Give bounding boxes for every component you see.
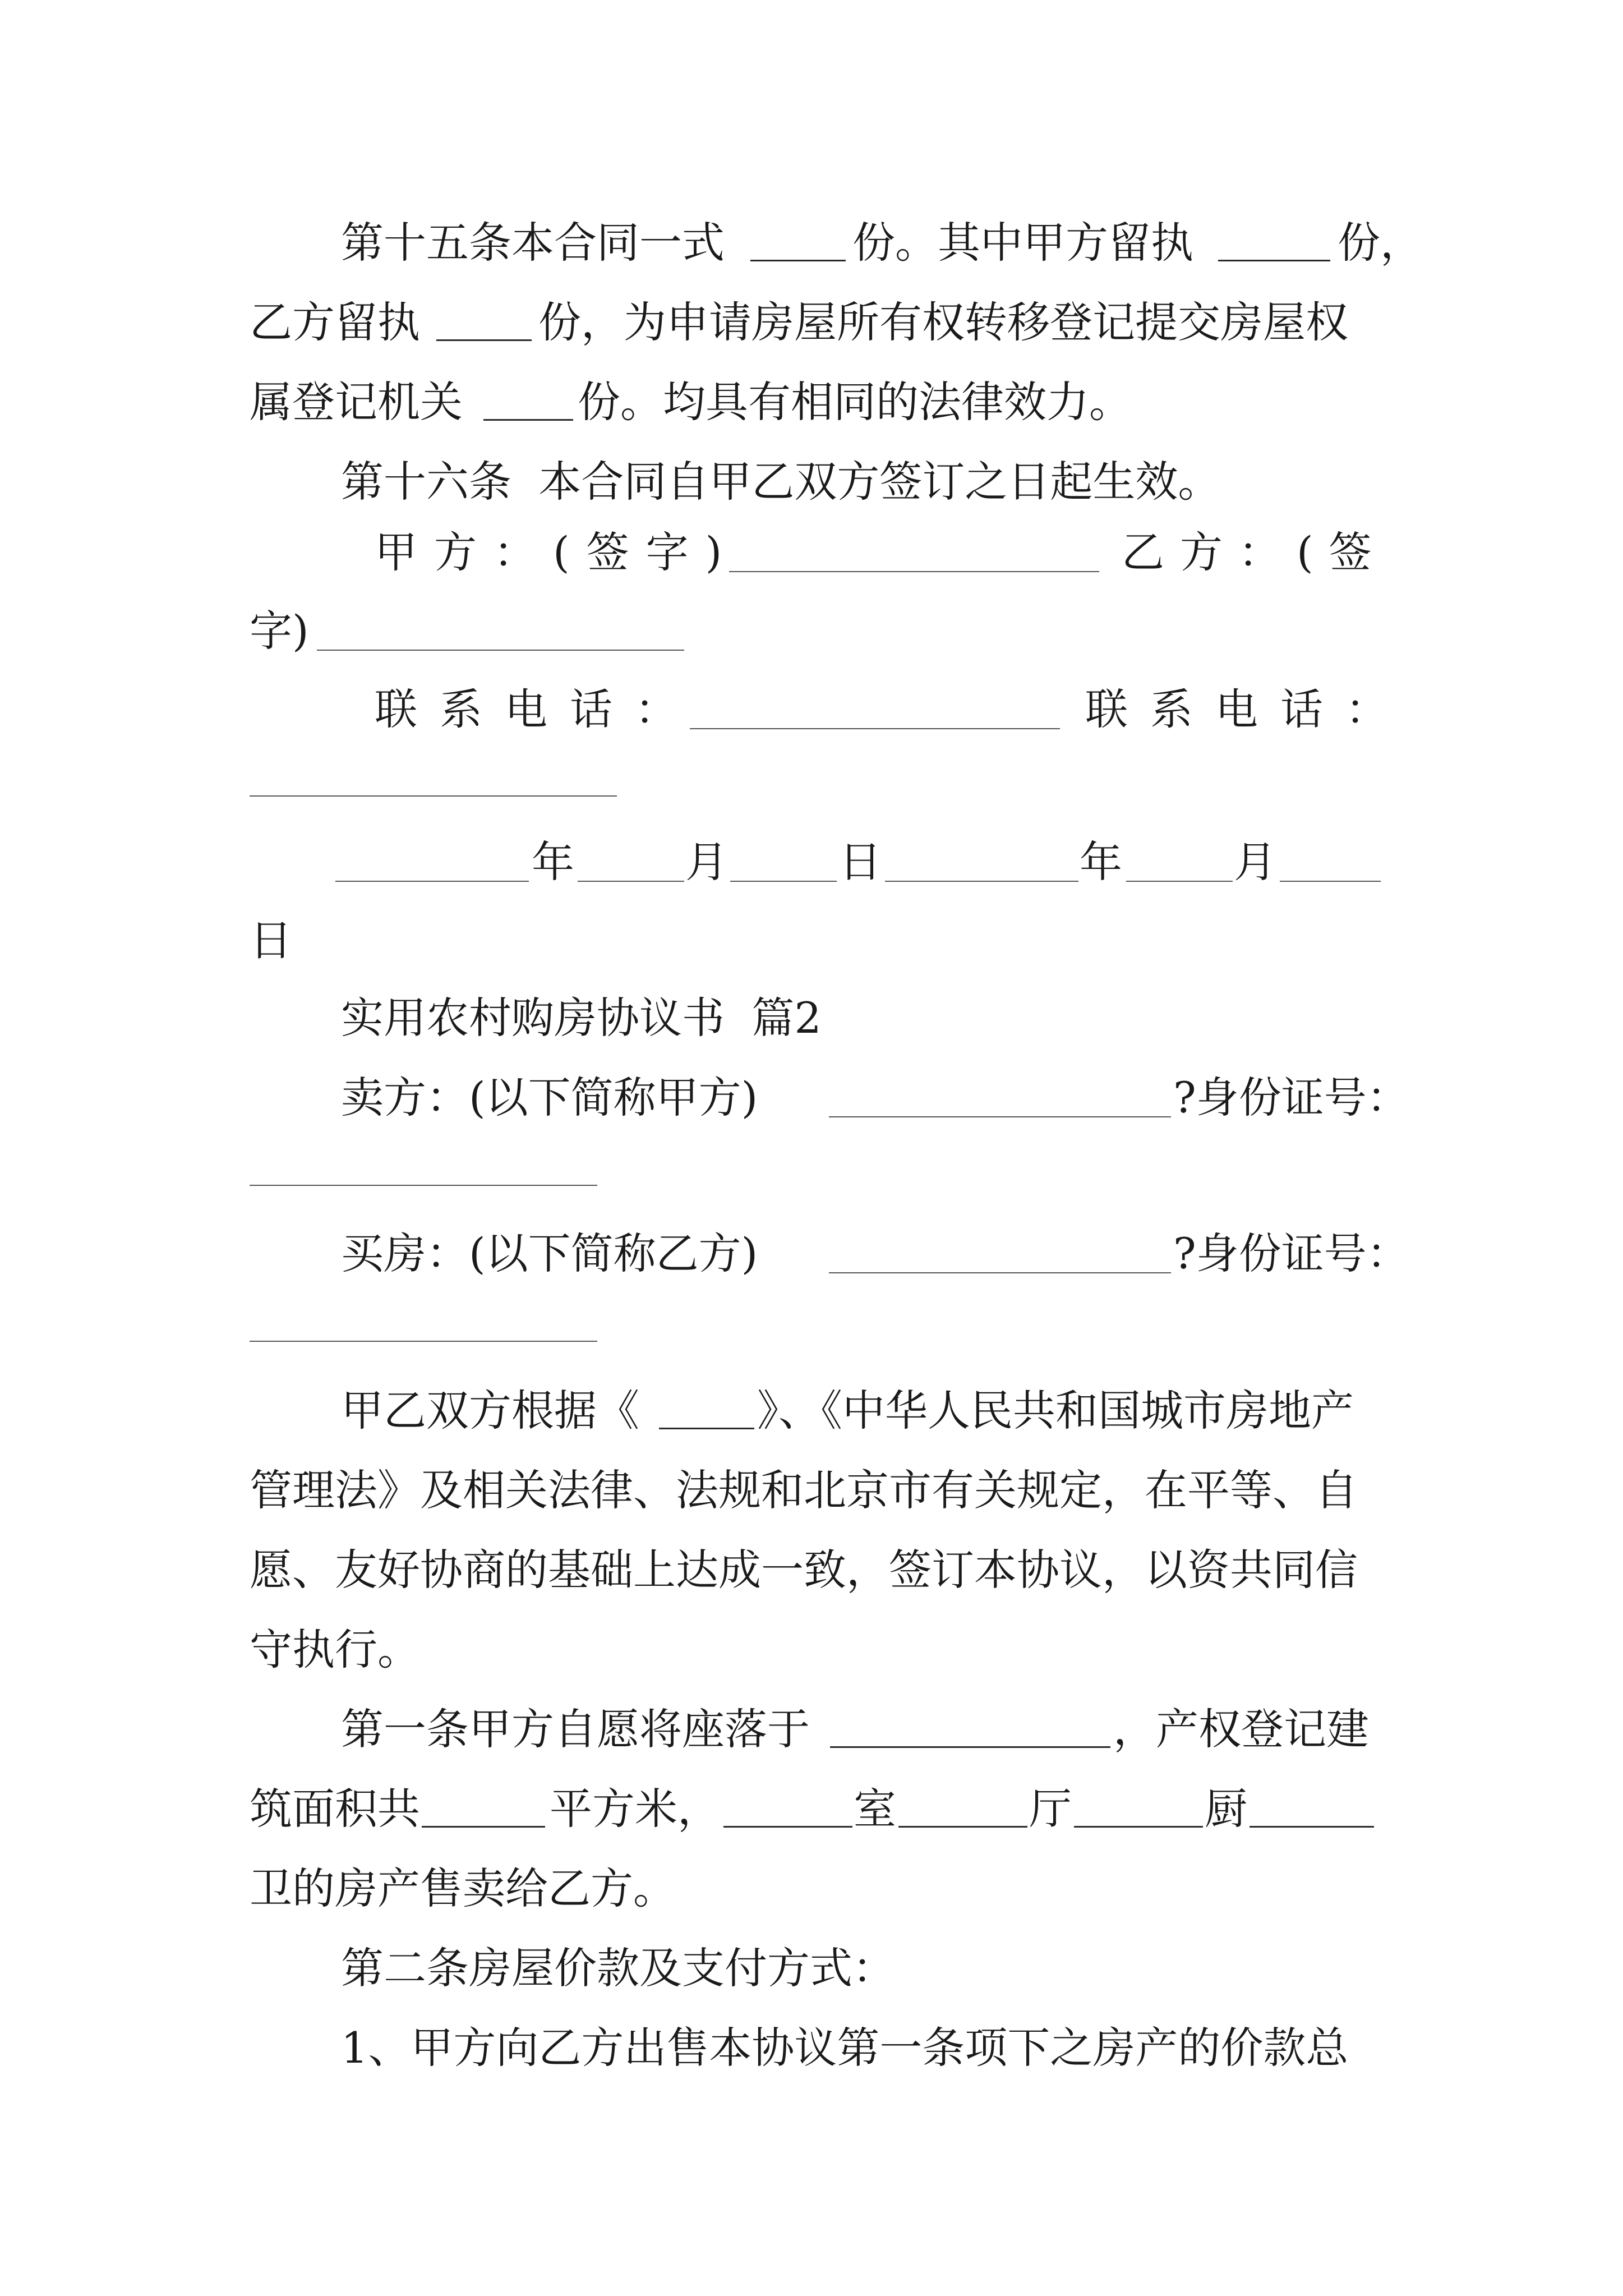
- blank-bathrooms: [1249, 1826, 1374, 1828]
- article2-title-line: [0, 1926, 1623, 2010]
- blank-copies-registry: [483, 419, 573, 421]
- section2-title-line: [0, 976, 1623, 1060]
- signature-line-cont: [0, 589, 1623, 673]
- blank-rooms: [723, 1826, 852, 1828]
- date-line: [0, 820, 1623, 904]
- seller-line: [0, 1056, 1623, 1140]
- blank-copies-total: [750, 260, 846, 261]
- intro-line2: [0, 1448, 1623, 1533]
- intro-line3: [0, 1528, 1623, 1612]
- article15-text-d: 乙方留执: [250, 297, 420, 347]
- party-a-year-label: 年: [532, 837, 574, 887]
- party-b-signature-blank: [317, 650, 684, 651]
- seller-label: 卖方：(以下简称甲方): [341, 1073, 758, 1122]
- date-line-cont: [0, 899, 1623, 983]
- buyer-line: [0, 1212, 1623, 1296]
- article15-line2: [0, 280, 1623, 365]
- party-b-signature-label-cont: 字): [250, 606, 309, 656]
- signature-line: [0, 510, 1623, 595]
- seller-line-cont: [0, 1134, 1623, 1218]
- intro-text-c: 管理法》及相关法律、法规和北京市有关规定，在平等、自: [250, 1465, 1358, 1515]
- blank-law-name: [659, 1428, 754, 1429]
- article1-text-b: ，产权登记建: [1113, 1704, 1369, 1754]
- intro-text-a: 甲乙双方根据《: [341, 1386, 639, 1435]
- article15-text-a: 第十五条本合同一式: [341, 218, 725, 268]
- blank-halls: [898, 1826, 1027, 1828]
- intro-text-b: 》、《中华人民共和国城市房地产: [757, 1386, 1354, 1435]
- party-a-month-label: 月: [685, 837, 728, 887]
- buyer-name-blank: [829, 1272, 1171, 1273]
- party-b-year-blank: [885, 881, 1078, 882]
- seller-name-blank: [829, 1116, 1171, 1117]
- article1-line1: [0, 1687, 1623, 1772]
- party-b-month-label: 月: [1234, 837, 1276, 887]
- article15-line3: [0, 360, 1623, 444]
- party-a-phone-label: 联系电话：: [375, 684, 700, 734]
- intro-line4: [0, 1608, 1623, 1692]
- article15-line1: [0, 201, 1623, 285]
- article2-item1: 1、甲方向乙方出售本协议第一条项下之房产的价款总: [341, 2023, 1349, 2073]
- party-a-signature-label: 甲方：(签字): [375, 527, 739, 577]
- party-a-month-blank: [578, 881, 684, 882]
- intro-line1: [0, 1369, 1623, 1453]
- party-b-year-label: 年: [1080, 837, 1122, 887]
- party-a-year-blank: [335, 881, 529, 882]
- party-b-signature-label: 乙方：(签: [1122, 527, 1387, 577]
- article15-text-e: 份，为申请房屋所有权转移登记提交房屋权: [538, 297, 1348, 347]
- article1-line3: [0, 1847, 1623, 1931]
- article1-text-d: 平方米，: [550, 1784, 720, 1834]
- article1-text-g: 厨: [1205, 1784, 1247, 1834]
- buyer-label: 买房：(以下简称乙方): [341, 1228, 758, 1278]
- article15-text-g: 份。均具有相同的法律效力。: [578, 377, 1132, 427]
- party-b-day-label: 日: [250, 915, 292, 965]
- blank-property-location: [830, 1746, 1110, 1748]
- article1-text-e: 室: [854, 1784, 896, 1834]
- article2-item1-line: [0, 2006, 1623, 2090]
- article15-text-b: 份。其中甲方留执: [852, 218, 1193, 268]
- party-a-day-blank: [730, 881, 837, 882]
- intro-text-d: 愿、友好协商的基础上达成一致，签订本协议，以资共同信: [250, 1545, 1358, 1595]
- buyer-id-label: ?身份证号：: [1173, 1228, 1409, 1278]
- phone-line-cont: [0, 746, 1623, 830]
- article1-line2: [0, 1767, 1623, 1851]
- article15-text-c: 份，: [1338, 218, 1423, 268]
- party-b-month-blank: [1126, 881, 1233, 882]
- blank-kitchens: [1074, 1826, 1203, 1828]
- blank-copies-party-b: [436, 339, 532, 341]
- phone-line: [0, 668, 1623, 752]
- seller-id-label: ?身份证号：: [1173, 1073, 1409, 1122]
- article2-title: 第二条房屋价款及支付方式：: [341, 1943, 895, 1993]
- party-b-day-blank: [1280, 881, 1381, 882]
- blank-floor-area: [422, 1826, 545, 1828]
- buyer-id-blank: [250, 1341, 597, 1342]
- article16-text: 第十六条 本合同自甲乙双方签订之日起生效。: [341, 457, 1221, 507]
- intro-text-e: 守执行。: [250, 1625, 420, 1674]
- party-a-day-label: 日: [839, 837, 882, 887]
- article15-text-f: 属登记机关: [250, 377, 463, 427]
- party-a-phone-blank: [690, 728, 1060, 729]
- seller-id-blank: [250, 1185, 597, 1186]
- article1-text-a: 第一条甲方自愿将座落于: [341, 1704, 810, 1754]
- section2-title: 实用农村购房协议书 篇2: [341, 993, 822, 1043]
- party-b-phone-blank: [250, 795, 617, 797]
- party-b-phone-label: 联系电话：: [1085, 684, 1410, 734]
- article1-text-c: 筑面积共: [250, 1784, 420, 1834]
- article1-text-h: 卫的房产售卖给乙方。: [250, 1864, 676, 1913]
- buyer-line-cont: [0, 1290, 1623, 1374]
- article1-text-f: 厅: [1029, 1784, 1072, 1834]
- party-a-signature-blank: [729, 571, 1099, 572]
- blank-copies-party-a: [1218, 260, 1330, 261]
